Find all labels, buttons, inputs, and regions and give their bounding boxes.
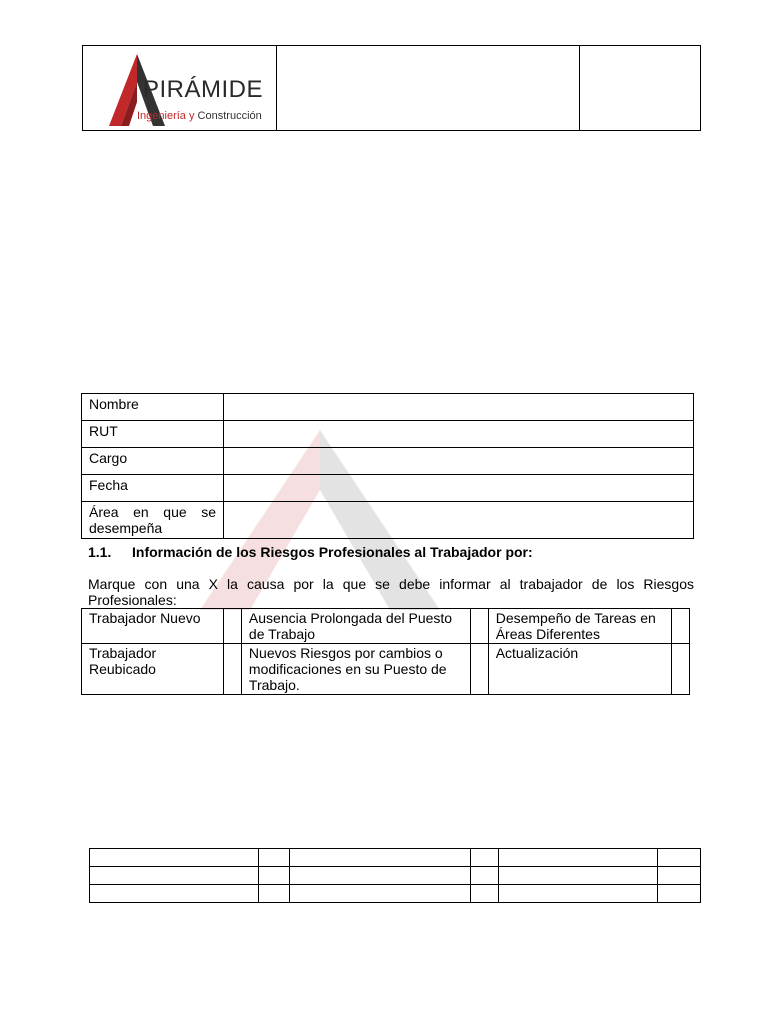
table-row — [82, 421, 694, 448]
instruction-text: Marque con una X la causa por la que se debe informar al trabajador de los Riesgos Profesionales: — [88, 576, 694, 608]
cause-checkbox[interactable] — [470, 644, 488, 695]
logo-tagline — [137, 110, 262, 122]
blank-cell[interactable] — [90, 885, 259, 903]
logo-wordmark: PIRÁMIDE — [143, 76, 264, 103]
label-cargo: Cargo — [82, 448, 224, 475]
table-row — [82, 394, 694, 421]
label-fecha: Fecha — [82, 475, 224, 502]
label-rut: RUT — [82, 421, 224, 448]
blank-cell[interactable] — [658, 867, 701, 885]
blank-cell[interactable] — [471, 867, 499, 885]
cause-label: Trabajador Reubicado — [82, 644, 224, 695]
causes-table — [81, 608, 690, 695]
logo-tagline-a: Ingeniería y — [137, 110, 198, 122]
label-area — [82, 502, 224, 539]
table-row — [90, 867, 701, 885]
blank-cell[interactable] — [259, 867, 290, 885]
blank-cell[interactable] — [499, 885, 658, 903]
section-heading — [88, 544, 533, 560]
blank-cell[interactable] — [471, 849, 499, 867]
value-area[interactable] — [224, 502, 694, 539]
area-word: se — [201, 504, 216, 520]
table-row — [90, 849, 701, 867]
cause-checkbox[interactable] — [223, 644, 241, 695]
cause-label: Actualización — [488, 644, 671, 695]
cause-label: Desempeño de Tareas en Áreas Diferentes — [488, 609, 671, 644]
blank-cell[interactable] — [259, 849, 290, 867]
blank-cell[interactable] — [658, 885, 701, 903]
value-rut[interactable] — [224, 421, 694, 448]
cause-checkbox[interactable] — [671, 644, 689, 695]
section-number: 1.1. — [88, 544, 112, 560]
section-title: Información de los Riesgos Profesionales al Trabajador por: — [132, 544, 533, 560]
blank-cell[interactable] — [499, 867, 658, 885]
area-word: que — [163, 504, 187, 520]
cause-checkbox[interactable] — [223, 609, 241, 644]
cause-label: Ausencia Prolongada del Puesto de Trabajo — [241, 609, 470, 644]
logo-tagline-b: Construcción — [197, 110, 262, 122]
cause-checkbox[interactable] — [671, 609, 689, 644]
blank-cell[interactable] — [90, 867, 259, 885]
label-nombre: Nombre — [82, 394, 224, 421]
signature-table — [89, 848, 701, 903]
table-row — [82, 644, 690, 695]
blank-cell[interactable] — [259, 885, 290, 903]
table-row — [82, 475, 694, 502]
table-row — [90, 885, 701, 903]
cause-label: Nuevos Riesgos por cambios o modificaciones en su Puesto de Trabajo. — [241, 644, 470, 695]
table-row — [82, 609, 690, 644]
blank-cell[interactable] — [499, 849, 658, 867]
value-fecha[interactable] — [224, 475, 694, 502]
blank-cell[interactable] — [290, 867, 471, 885]
blank-cell[interactable] — [290, 849, 471, 867]
blank-cell[interactable] — [658, 849, 701, 867]
value-nombre[interactable] — [224, 394, 694, 421]
cause-label: Trabajador Nuevo — [82, 609, 224, 644]
blank-cell[interactable] — [471, 885, 499, 903]
cause-checkbox[interactable] — [470, 609, 488, 644]
area-word: en — [133, 504, 149, 520]
header-title-cell — [277, 46, 580, 130]
worker-info-table — [81, 393, 694, 539]
table-row — [82, 448, 694, 475]
table-row — [82, 502, 694, 539]
document-header — [82, 45, 701, 131]
area-word: Área — [89, 504, 119, 520]
header-code-cell — [580, 46, 700, 130]
blank-cell[interactable] — [290, 885, 471, 903]
label-area-line1 — [89, 504, 216, 520]
blank-cell[interactable] — [90, 849, 259, 867]
label-area-line2: desempeña — [89, 520, 163, 536]
logo-cell — [83, 46, 277, 130]
value-cargo[interactable] — [224, 448, 694, 475]
